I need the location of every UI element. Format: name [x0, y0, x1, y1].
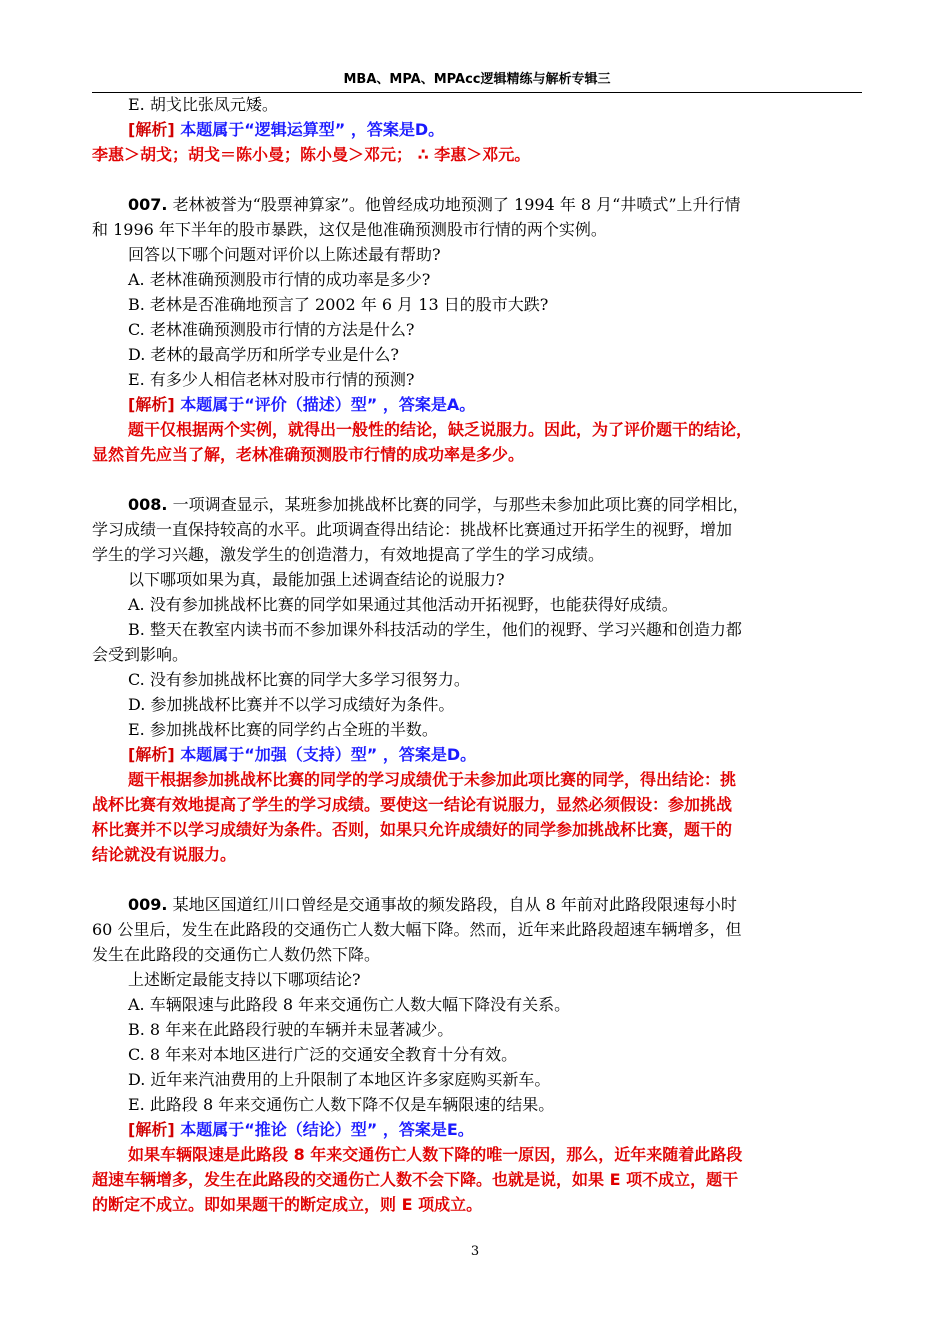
q007-option-c: C. 老林准确预测股市行情的方法是什么?: [128, 320, 415, 339]
analysis-tag: [解析]: [128, 120, 175, 139]
q007-option-e: E. 有多少人相信老林对股市行情的预测?: [128, 370, 415, 389]
q007-analysis-tag: [解析]: [128, 395, 175, 414]
q009-stem-text1: 某地区国道红川口曾经是交通事故的频发路段，自从 8 年前对此路段限速每小时: [167, 895, 737, 914]
q008-explanation-line2: 战杯比赛有效地提高了学生的学习成绩。要使这一结论有说服力，显然必须假设：参加挑战: [92, 795, 733, 814]
q008-question: 以下哪项如果为真，最能加强上述调查结论的说服力?: [128, 570, 505, 589]
analysis-prev: [92, 117, 862, 142]
q008-stem-line2: 学习成绩一直保持较高的水平。此项调查得出结论：挑战杯比赛通过开拓学生的视野，增加: [92, 520, 733, 539]
q009-option-c: C. 8 年来对本地区进行广泛的交通安全教育十分有效。: [128, 1045, 518, 1064]
q008-option-e: E. 参加挑战杯比赛的同学约占全班的半数。: [128, 720, 438, 739]
header-title: MBA、MPA、MPAcc逻辑精练与解析专辑三: [343, 72, 611, 87]
question-007: [92, 192, 862, 467]
q009-question: 上述断定最能支持以下哪项结论?: [128, 970, 361, 989]
q009-stem-line1: [92, 892, 862, 917]
page-header: [92, 68, 862, 93]
q008-explanation-line3: 杯比赛并不以学习成绩好为条件。否则，如果只允许成绩好的同学参加挑战杯比赛，题干的: [92, 820, 733, 839]
q009-explanation-line3: 的断定不成立。即如果题干的断定成立，则 E 项成立。: [92, 1195, 483, 1214]
q009-explanation-line2: 超速车辆增多，发生在此路段的交通伤亡人数不会下降。也就是说，如果 E 项不成立，题干: [92, 1170, 739, 1189]
q008-option-b-cont: 会受到影响。: [92, 645, 189, 664]
q007-option-b: B. 老林是否准确地预言了 2002 年 6 月 13 日的股市大跌?: [128, 295, 549, 314]
q007-analysis-text: 本题属于“评价（描述）型” ，答案是A。: [174, 395, 476, 414]
q008-analysis: [92, 742, 862, 767]
q008-option-d: D. 参加挑战杯比赛并不以学习成绩好为条件。: [128, 695, 455, 714]
question-009: [92, 892, 862, 1217]
q007-question: 回答以下哪个问题对评价以上陈述最有帮助?: [128, 245, 441, 264]
q007-analysis: [92, 392, 862, 417]
q007-option-d: D. 老林的最高学历和所学专业是什么?: [128, 345, 400, 364]
q009-analysis-tag: [解析]: [128, 1120, 175, 1139]
q008-analysis-tag: [解析]: [128, 745, 175, 764]
q007-stem-line2: 和 1996 年下半年的股市暴跌，这仅是他准确预测股市行情的两个实例。: [92, 220, 607, 239]
page-number: 3: [470, 1244, 480, 1259]
q008-number: 008.: [128, 495, 168, 514]
q007-explanation-line2: 显然首先应当了解，老林准确预测股市行情的成功率是多少。: [92, 445, 525, 464]
q009-option-d: D. 近年来汽油费用的上升限制了本地区许多家庭购买新车。: [128, 1070, 551, 1089]
q007-stem-line1: [92, 192, 862, 217]
q009-stem-line3: 发生在此路段的交通伤亡人数仍然下降。: [92, 945, 381, 964]
q009-analysis: [92, 1117, 862, 1142]
option-e-prev: E. 胡戈比张凤元矮。: [128, 95, 278, 114]
q009-analysis-text: 本题属于“推论（结论）型” ，答案是E。: [174, 1120, 474, 1139]
q009-number: 009.: [128, 895, 168, 914]
q008-option-c: C. 没有参加挑战杯比赛的同学大多学习很努力。: [128, 670, 470, 689]
q007-stem-text1: 老林被誉为“股票神算家”。他曾经成功地预测了 1994 年 8 月“井喷式”上升行情: [167, 195, 741, 214]
q007-option-a: A. 老林准确预测股市行情的成功率是多少?: [128, 270, 431, 289]
question-008: [92, 492, 862, 867]
q007-number: 007.: [128, 195, 168, 214]
q008-option-a: A. 没有参加挑战杯比赛的同学如果通过其他活动开拓视野，也能获得好成绩。: [128, 595, 678, 614]
analysis-text: 本题属于“逻辑运算型” ，答案是D。: [174, 120, 445, 139]
explanation-prev: 李惠＞胡戈；胡戈＝陈小曼；陈小曼＞邓元； ∴ 李惠＞邓元。: [92, 145, 531, 164]
q008-analysis-text: 本题属于“加强（支持）型” ，答案是D。: [174, 745, 477, 764]
q008-option-b: B. 整天在教室内读书而不参加课外科技活动的学生，他们的视野、学习兴趣和创造力都: [128, 620, 742, 639]
q008-stem-text1: 一项调查显示，某班参加挑战杯比赛的同学，与那些未参加此项比赛的同学相比，: [167, 495, 749, 514]
q008-explanation-line1: 题干根据参加挑战杯比赛的同学的学习成绩优于未参加此项比赛的同学，得出结论：挑: [128, 770, 737, 789]
q009-stem-line2: 60 公里后，发生在此路段的交通伤亡人数大幅下降。然而，近年来此路段超速车辆增多，但: [92, 920, 742, 939]
q009-option-b: B. 8 年来在此路段行驶的车辆并未显著减少。: [128, 1020, 454, 1039]
q008-explanation-line4: 结论就没有说服力。: [92, 845, 237, 864]
q007-explanation-line1: 题干仅根据两个实例，就得出一般性的结论，缺乏说服力。因此，为了评价题干的结论，: [128, 420, 753, 439]
q008-stem-line3: 学生的学习兴趣，激发学生的创造潜力，有效地提高了学生的学习成绩。: [92, 545, 605, 564]
q009-explanation-line1: 如果车辆限速是此路段 8 年来交通伤亡人数下降的唯一原因，那么，近年来随着此路段: [128, 1145, 743, 1164]
q009-option-e: E. 此路段 8 年来交通伤亡人数下降不仅是车辆限速的结果。: [128, 1095, 555, 1114]
q008-stem-line1: [92, 492, 862, 517]
page-content: [92, 92, 862, 1217]
q009-option-a: A. 车辆限速与此路段 8 年来交通伤亡人数大幅下降没有关系。: [128, 995, 571, 1014]
